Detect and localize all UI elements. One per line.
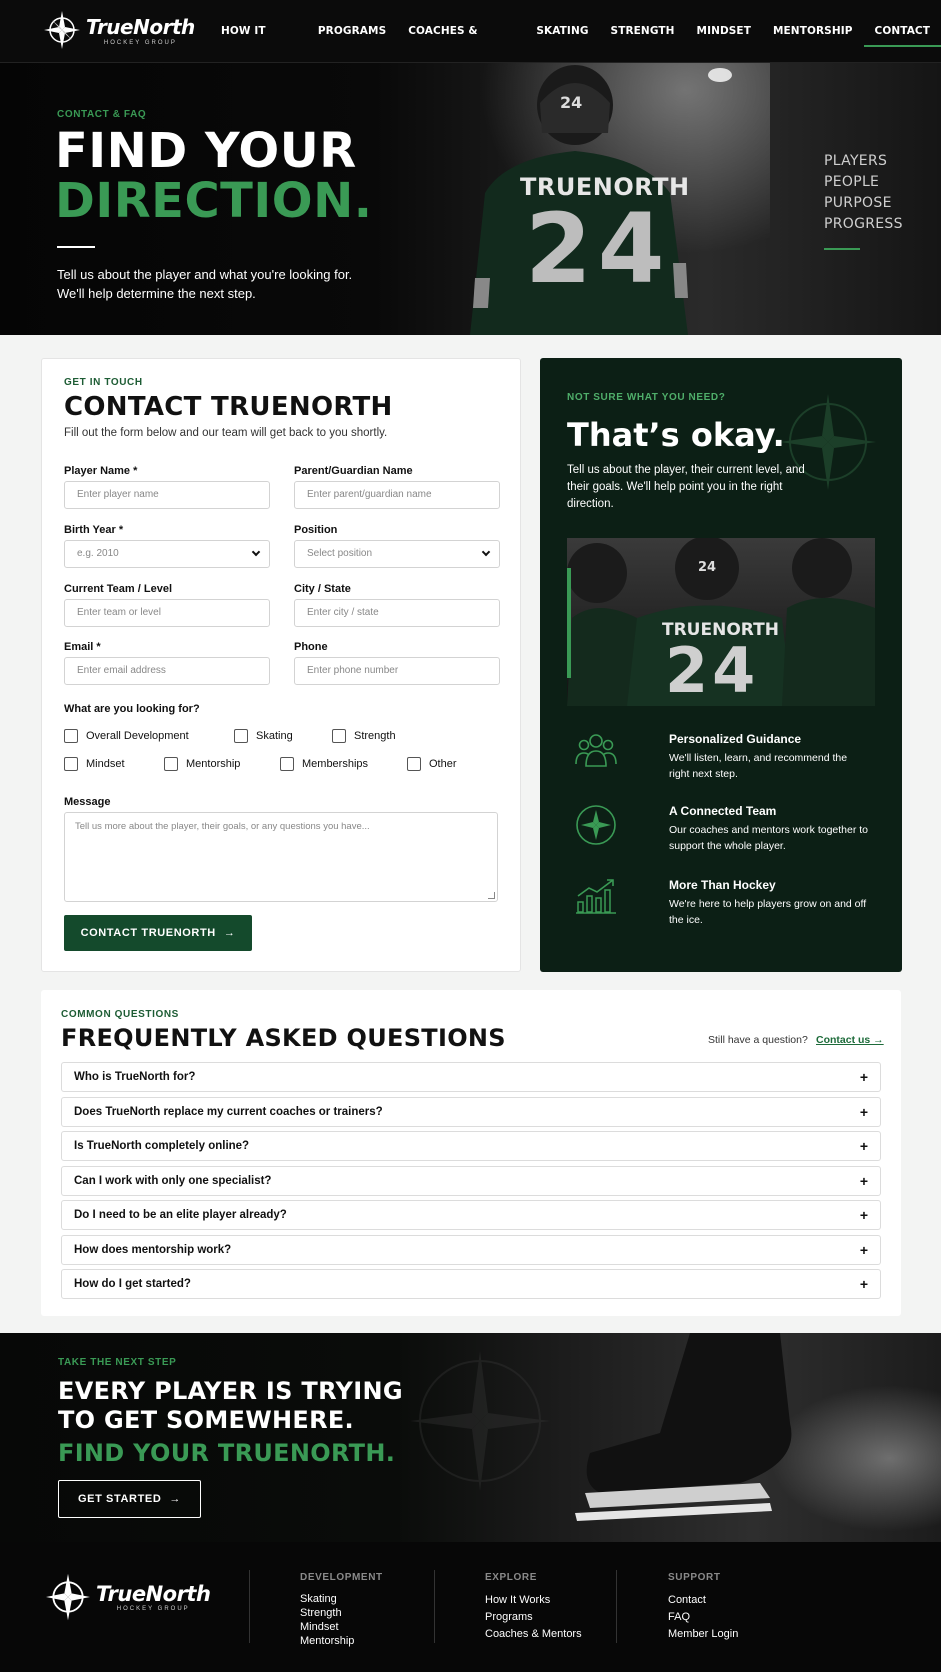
position-placeholder: Select position: [307, 548, 373, 559]
hero-value-item: PEOPLE: [824, 174, 880, 190]
birth-year-label: Birth Year *: [64, 524, 124, 536]
footer-link[interactable]: Member Login: [668, 1628, 739, 1640]
panel-eyebrow: NOT SURE WHAT YOU NEED?: [567, 392, 726, 403]
birth-year-select[interactable]: [64, 540, 270, 568]
chevron-down-icon: [482, 548, 490, 556]
faq-still-text: Still have a question?: [708, 1034, 808, 1046]
checkbox[interactable]: [64, 729, 78, 743]
nav-contact[interactable]: CONTACT: [864, 0, 941, 63]
brand-logo[interactable]: [44, 9, 195, 51]
cta-headline-line2: TO GET SOMEWHERE.: [58, 1406, 354, 1434]
photo-jersey-number: 24: [665, 634, 760, 706]
footer-link[interactable]: How It Works: [485, 1594, 551, 1606]
footer-link[interactable]: Mentorship: [300, 1635, 355, 1647]
hero-copy: Tell us about the player and what you're looking for. We'll help determine the next step.: [57, 267, 353, 301]
footer-column-explore: [485, 1572, 582, 1643]
option-label: Memberships: [302, 758, 369, 770]
message-label: Message: [64, 796, 111, 808]
brand-tagline: HOCKEY GROUP: [103, 39, 177, 46]
footer-link[interactable]: Strength: [300, 1607, 342, 1619]
current-team-label: Current Team / Level: [64, 583, 172, 595]
photo-helmet-number: 24: [698, 560, 717, 575]
hero-jersey-number: 24: [525, 193, 671, 305]
faq-item[interactable]: [61, 1166, 881, 1196]
feature-copy: Our coaches and mentors work together to support the whole player.: [669, 824, 869, 852]
plus-icon[interactable]: +: [859, 1242, 868, 1258]
cta-headline-line3: FIND YOUR TRUENORTH.: [58, 1439, 396, 1467]
footer-link[interactable]: Programs: [485, 1611, 533, 1623]
footer-wordmark: TrueNorth: [96, 1582, 211, 1606]
contact-submit-button[interactable]: [64, 915, 252, 951]
plus-icon[interactable]: +: [859, 1276, 868, 1292]
compass-watermark-icon: [410, 1351, 550, 1491]
plus-icon[interactable]: +: [859, 1069, 868, 1085]
hero-values-list: [824, 151, 903, 235]
hero-divider: [57, 246, 95, 248]
guardian-name-input[interactable]: Enter parent/guardian name: [294, 481, 500, 509]
plus-icon[interactable]: +: [859, 1104, 868, 1120]
nav-coaches-mentors[interactable]: COACHES &: [408, 25, 478, 37]
position-label: Position: [294, 524, 338, 536]
phone-input[interactable]: Enter phone number: [294, 657, 500, 685]
message-placeholder: Tell us more about the player, their goals, or any questions you have...: [75, 821, 370, 832]
feature-title: A Connected Team: [669, 804, 777, 818]
cta-section: [0, 1333, 941, 1542]
option-mindset[interactable]: [64, 757, 125, 771]
option-strength[interactable]: [332, 729, 396, 743]
form-eyebrow: GET IN TOUCH: [64, 377, 143, 388]
player-name-input[interactable]: Enter player name: [64, 481, 270, 509]
city-state-input[interactable]: Enter city / state: [294, 599, 500, 627]
footer-tagline: HOCKEY GROUP: [116, 1606, 190, 1612]
option-label: Strength: [354, 730, 396, 742]
nav-strength[interactable]: STRENGTH: [610, 25, 675, 37]
faq-question: Can I work with only one specialist?: [74, 1175, 272, 1187]
hero-jersey-name: TRUENORTH: [520, 173, 690, 201]
footer-link[interactable]: Coaches & Mentors: [485, 1628, 582, 1640]
plus-icon[interactable]: +: [859, 1207, 868, 1223]
hero-eyebrow: CONTACT & FAQ: [57, 109, 147, 120]
hero-title-line2: DIRECTION.: [55, 173, 373, 229]
faq-question: How does mentorship work?: [74, 1244, 232, 1256]
option-label: Mindset: [86, 758, 125, 770]
contact-us-link[interactable]: Contact us →: [816, 1034, 884, 1046]
footer-column-support: [668, 1572, 738, 1643]
faq-question: How do I get started?: [74, 1278, 191, 1290]
faq-title: FREQUENTLY ASKED QUESTIONS: [61, 1024, 506, 1052]
arrow-right-icon: →: [169, 1493, 181, 1505]
position-select[interactable]: [294, 540, 500, 568]
feature-title: Personalized Guidance: [669, 732, 802, 746]
option-other[interactable]: [407, 757, 457, 771]
footer-heading: DEVELOPMENT: [300, 1572, 383, 1583]
checkbox[interactable]: [234, 729, 248, 743]
birth-year-placeholder: e.g. 2010: [77, 548, 119, 559]
faq-section: [41, 990, 901, 1316]
feature-connected-team: [567, 804, 875, 856]
footer-divider: [434, 1570, 435, 1643]
option-label: Overall Development: [86, 730, 189, 742]
feature-personalized-guidance: [567, 732, 875, 784]
checkbox[interactable]: [280, 757, 294, 771]
team-photo: [567, 538, 875, 706]
arrow-right-icon: →: [223, 927, 236, 939]
people-icon: [575, 732, 617, 768]
chevron-down-icon: [252, 548, 260, 556]
panel-title: That’s okay.: [567, 416, 785, 454]
footer-heading: EXPLORE: [485, 1572, 537, 1583]
top-nav: [0, 0, 941, 63]
feature-copy: We'll listen, learn, and recommend the right next step.: [669, 752, 848, 780]
footer-link[interactable]: Skating: [300, 1593, 337, 1605]
resize-handle-icon[interactable]: [488, 892, 495, 899]
option-label: Mentorship: [186, 758, 241, 770]
email-input[interactable]: Enter email address: [64, 657, 270, 685]
option-mentorship[interactable]: [164, 757, 240, 771]
hero-title-line1: FIND YOUR: [55, 123, 357, 179]
form-subtitle: Fill out the form below and our team will get back to you shortly.: [64, 427, 388, 439]
option-skating[interactable]: [234, 729, 293, 743]
footer-divider: [249, 1570, 250, 1643]
contact-form-card: [41, 358, 521, 972]
faq-item[interactable]: [61, 1131, 881, 1161]
photo-jersey-name: TRUENORTH: [662, 620, 779, 640]
nav-programs[interactable]: PROGRAMS: [317, 25, 387, 37]
checkbox[interactable]: [332, 729, 346, 743]
email-label: Email *: [64, 641, 101, 653]
plus-icon[interactable]: +: [859, 1173, 868, 1189]
faq-item[interactable]: [61, 1097, 881, 1127]
submit-label: CONTACT TRUENORTH: [80, 927, 216, 939]
hero-section: [0, 63, 941, 335]
faq-question: Does TrueNorth replace my current coaches or trainers?: [74, 1106, 383, 1118]
faq-item[interactable]: [61, 1269, 881, 1299]
checkbox[interactable]: [164, 757, 178, 771]
option-label: Other: [429, 758, 457, 770]
nav-skating[interactable]: SKATING: [536, 25, 589, 37]
footer-logo[interactable]: [46, 1571, 210, 1623]
option-label: Skating: [256, 730, 293, 742]
hero-value-item: PROGRESS: [824, 216, 903, 232]
feature-copy: We're here to help players grow on and off the ice.: [669, 898, 867, 926]
player-name-label: Player Name *: [64, 465, 138, 477]
option-memberships[interactable]: [280, 757, 368, 771]
nav-how-it-works[interactable]: HOW IT: [221, 25, 266, 37]
faq-eyebrow: COMMON QUESTIONS: [61, 1009, 179, 1020]
brand-wordmark: TrueNorth: [86, 14, 195, 39]
faq-question: Do I need to be an elite player already?: [74, 1209, 287, 1221]
current-team-input[interactable]: Enter team or level: [64, 599, 270, 627]
get-started-button[interactable]: [58, 1480, 201, 1518]
photo-accent-bar: [567, 568, 571, 678]
cta-headline-line1: EVERY PLAYER IS TRYING: [58, 1377, 403, 1405]
panel-copy: Tell us about the player, their current level, and their goals. We'll help point you in the right direction.: [567, 464, 805, 510]
looking-for-label: What are you looking for?: [64, 703, 200, 715]
faq-item[interactable]: [61, 1062, 881, 1092]
compass-logo-icon: [44, 9, 80, 51]
option-overall-development[interactable]: [64, 729, 189, 743]
cta-eyebrow: TAKE THE NEXT STEP: [58, 1357, 177, 1368]
footer-link[interactable]: FAQ: [668, 1611, 691, 1623]
checkbox[interactable]: [64, 757, 78, 771]
guidance-panel: [540, 358, 902, 972]
nav-mindset[interactable]: MINDSET: [696, 25, 751, 37]
footer-divider: [616, 1570, 617, 1643]
footer-heading: SUPPORT: [668, 1572, 721, 1583]
nav-menu: [210, 0, 941, 63]
compass-icon: [575, 804, 617, 846]
city-state-label: City / State: [294, 583, 351, 595]
get-started-label: GET STARTED: [77, 1493, 162, 1505]
plus-icon[interactable]: +: [859, 1138, 868, 1154]
faq-question: Who is TrueNorth for?: [74, 1071, 196, 1083]
checkbox[interactable]: [407, 757, 421, 771]
faq-item[interactable]: [61, 1235, 881, 1265]
hero-values-divider: [824, 248, 860, 250]
feature-more-than-hockey: [567, 878, 875, 930]
faq-item[interactable]: [61, 1200, 881, 1230]
guardian-name-label: Parent/Guardian Name: [294, 465, 413, 477]
phone-label: Phone: [294, 641, 328, 653]
feature-title: More Than Hockey: [669, 878, 776, 892]
message-textarea[interactable]: [64, 812, 498, 902]
footer-column-development: [300, 1572, 383, 1648]
hero-value-item: PURPOSE: [824, 195, 892, 211]
hero-helmet-number: 24: [560, 93, 583, 112]
faq-question: Is TrueNorth completely online?: [74, 1140, 250, 1152]
footer-link[interactable]: Contact: [668, 1594, 706, 1606]
growth-chart-icon: [575, 878, 617, 914]
form-title: CONTACT TRUENORTH: [64, 392, 393, 422]
hero-value-item: PLAYERS: [824, 153, 888, 169]
site-footer: [0, 1542, 941, 1672]
footer-link[interactable]: Mindset: [300, 1621, 339, 1633]
nav-mentorship[interactable]: MENTORSHIP: [772, 25, 853, 37]
compass-logo-icon: [46, 1571, 90, 1623]
